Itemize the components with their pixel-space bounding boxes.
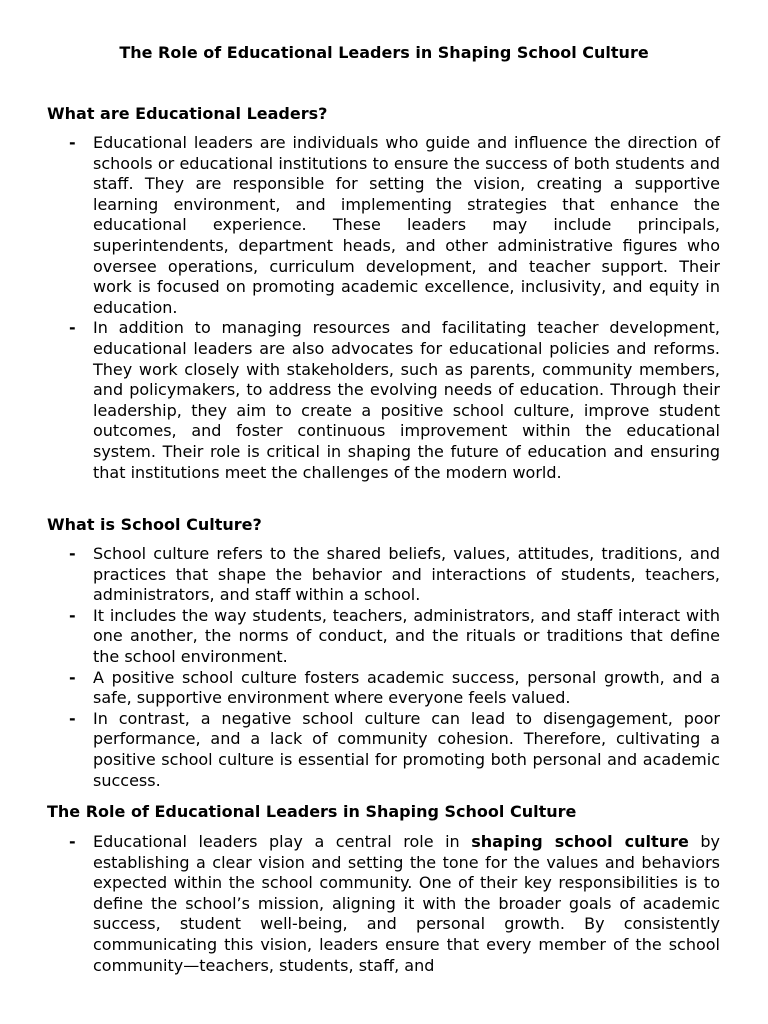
bullet-dash: - [69,318,76,338]
section-heading-educational-leaders: What are Educational Leaders? [47,104,328,123]
bullet-text: In contrast, a negative school culture can lead to disengagement, poor performance, and a lack of community cohesion. Therefore, cultivating a positive school culture is essential for promoting both personal and academic success. [93,708,720,790]
bullet-dash: - [69,667,76,687]
list-item [0,832,720,976]
bullet-dash: - [69,605,76,625]
bullet-list-role-of-leaders [0,832,768,976]
list-item [0,318,720,483]
bullet-text: A positive school culture fosters academic success, personal growth, and a safe, supportive environment where everyone feels valued. [93,667,720,708]
document-title: The Role of Educational Leaders in Shaping School Culture [119,43,649,62]
bullet-text-emphasis: shaping school culture [471,832,689,851]
bullet-dash: - [69,708,76,728]
bullet-text-before: Educational leaders play a central role in [93,832,472,851]
bullet-text: School culture refers to the shared beliefs, values, attitudes, traditions, and practices that shape the behavior and interactions of students, teachers, administrators, and staff within a school. [93,544,720,605]
bullet-text: Educational leaders are individuals who guide and influence the direction of schools or educational institutions to ensure the success of both students and staff. They are responsible for setting the vision, creating a supportive learning environment, and implementing strategies that enhance the educational experience. These leaders may include principals, superintendents, department heads, and other administrative figures who oversee operations, curriculum development, and teacher support. Their work is focused on promoting academic excellence, inclusivity, and equity in education. [93,133,720,317]
bullet-list-educational-leaders [0,133,768,483]
section-heading-school-culture: What is School Culture? [47,515,262,534]
bullet-text: It includes the way students, teachers, administrators, and staff interact with one another, the norms of conduct, and the rituals or traditions that define the school environment. [93,605,720,666]
bullet-text-rich [93,832,720,976]
bullet-dash: - [69,832,76,851]
bullet-dash: - [69,544,76,563]
list-item [0,668,720,709]
bullet-text: In addition to managing resources and facilitating teacher development, educational leaders are also advocates for educational policies and reforms. They work closely with stakeholders, such as parents, community members, and policymakers, to address the evolving needs of education. Through their leadership, they aim to create a positive school culture, improve student outcomes, and foster continuous improvement within the educational system. Their role is critical in shaping the future of education and ensuring that institutions meet the challenges of the modern world. [93,318,720,482]
list-item [0,606,720,668]
list-item [0,709,720,791]
list-item [0,133,720,318]
section-heading-role-of-leaders: The Role of Educational Leaders in Shaping School Culture [47,802,577,821]
bullet-text-after: by establishing a clear vision and setting the tone for the values and behaviors expected within the school community. One of their key responsibilities is to define the school’s mission, aligning it with the broader goals of academic success, student well-being, and personal growth. By consistently communicating this vision, leaders ensure that every member of the school community—teachers, students, staff, and [93,832,721,975]
bullet-list-school-culture [0,544,768,791]
list-item [0,544,720,606]
bullet-dash: - [69,133,76,152]
